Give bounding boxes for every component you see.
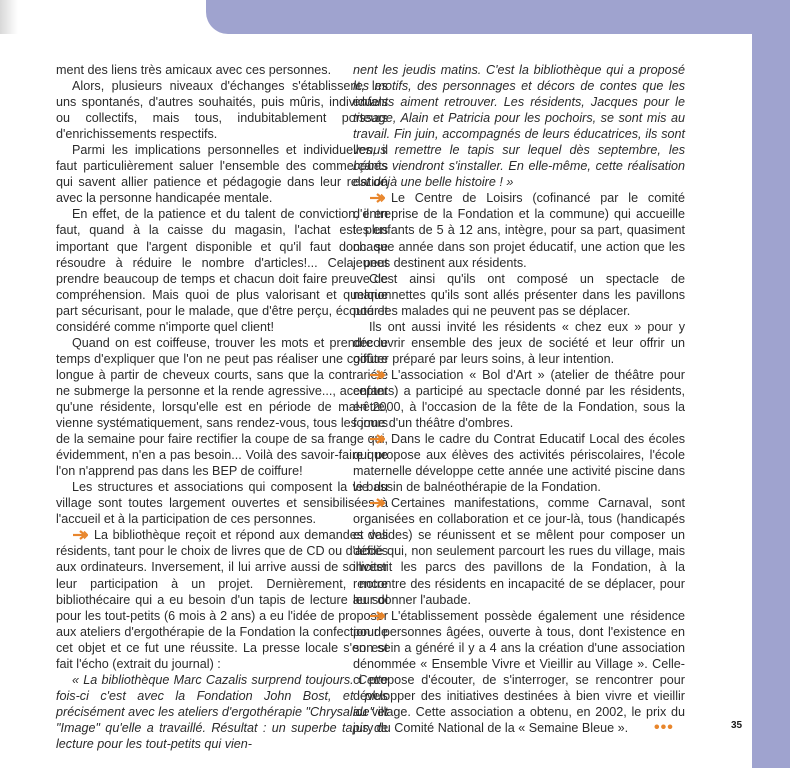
decorative-band-right [752,0,790,768]
paragraph-text: Le Centre de Loisirs (cofinancé par le comité d'entreprise de la Fondation et la commune) qui accueille les enfants de 5 à 12 ans, intègre, pour sa part, quasiment chaque année dans son projet éducatif, une action que les jeunes destinent aux résidents. [353,191,685,270]
paragraph [353,367,685,431]
paragraph [353,271,685,319]
paragraph [56,527,388,671]
arrow-icon [369,367,385,383]
paragraph [353,431,685,495]
arrow-icon [369,431,385,447]
paragraph-text: Ils ont aussi invité les résidents « chez eux » pour y découvrir ensemble des jeux de société et leur offrir un goûter préparé par leurs soins, à leur intention. [353,319,685,366]
paragraph [56,142,388,206]
paragraph-text: Dans le cadre du Contrat Educatif Local des écoles qui propose aux élèves des activités périscolaires, l'école maternelle développe cette année une activité piscine dans le bassin de balnéothérapie de la Fondation. [353,432,685,495]
paragraph-text: Quand on est coiffeuse, trouver les mots et prendre le temps d'expliquer que l'on ne peut pas réaliser une coiffure longue à partir de cheveux courts, sans que la contrariété ne submerge la personne et la rende agressive..., accepter qu'une résidente, lorsqu'elle est en période de mal-être, vienne systématiquement, sans rendez-vous, tous les jours de la semaine pour faire rectifier la coupe de sa frange qui, évidemment, n'en a pas besoin... Voilà des savoir-faire que l'on n'apprend pas dans les BEP de coiffure! [56,335,388,479]
paragraph [353,495,685,607]
paragraph-text: ment des liens très amicaux avec ces personnes. [56,63,332,77]
paragraph [353,608,685,736]
arrow-icon [369,495,385,511]
paragraph-text: En effet, de la patience et du talent de conviction, il en faut, quand à la caisse du magasin, l'achat est plus important que l'argent disponible et qu'il faut donc se résoudre à réduire le nombre d'articles!... Cela peut prendre beaucoup de temps et chacun doit faire preuve de compréhension. Mais quoi de plus valorisant et quelque part sécurisant, pour le malade, que d'être perçu, écouté et considéré comme n'importe quel client! [56,207,388,334]
paragraph-text: La bibliothèque reçoit et répond aux demandes des résidents, tant pour le choix de livres que de CD ou d'accès aux ordinateurs. Inversement, il lui arrive aussi de solliciter leur participation à un projet. Dernièrement, notre bibliothécaire qui a eu besoin d'un tapis de lecture au sol pour les tout-petits (6 mois à 2 ans) a eu l'idée de proposer aux ateliers d'ergothérapie de la Fondation la confection de cet objet et ce fut une réussite. La presse locale s'en est fait l'écho (extrait du journal) : [56,528,388,671]
paragraph [56,78,388,142]
paragraph [353,190,685,270]
arrow-icon [369,608,385,624]
paragraph [56,206,388,334]
paragraph [353,62,685,190]
left-column [56,62,388,752]
page-number: 35 [731,720,743,731]
arrow-icon [72,527,88,543]
paragraph [56,62,388,78]
right-column [353,62,685,736]
paragraph [56,479,388,527]
arrow-icon [369,190,385,206]
paragraph-text: Parmi les implications personnelles et individuelles, il faut particulièrement saluer l'ensemble des commerçants qui savent allier patience et pédagogie dans leur relation avec la personne handicapée mentale. [56,143,388,206]
paragraph-text: « La bibliothèque Marc Cazalis surprend toujours. Cette fois-ci c'est avec la Fondation John Bost, et plus précisément avec les ateliers d'ergothérapie "Chrysalide" et "Image" qu'elle a travaillé. Résultat : un superbe tapis de lecture pour les tout-petits qui vien- [56,672,388,751]
decorative-dots: ••• [654,719,674,736]
paragraph-text: L'association « Bol d'Art » (atelier de théâtre pour enfants) a participé au spectacle donné par les résidents, en 2000, à l'occasion de la fête de la Fondation, sous la forme d'un théâtre d'ombres. [353,367,685,431]
paragraph [56,335,388,479]
paragraph-text: Les structures et associations qui composent la vie du village sont toutes largement ouvertes et sensibilisées à l'accueil et à la participation de ces personnes. [56,480,388,527]
paragraph-text: Alors, plusieurs niveaux d'échanges s'établissent, les uns spontanés, d'autres souhaités, puis mûris, individuels ou collectifs, mais tous, indubitablement porteurs d'enrichissements respectifs. [56,79,388,142]
decorative-band-top [206,0,790,34]
paragraph-text: L'établissement possède également une résidence pour personnes âgées, ouverte à tous, dont l'existence en son sein a généré il y a 4 ans la création d'une association dénommée « Ensemble Vivre et Vieillir au Village ». Celle-ci propose d'écouter, de s'interroger, se rencontrer pour développer des initiatives destinées à bien vivre et vieillir au village. Cette association a obtenu, en 2002, le prix du jury du Comité National de la « Semaine Bleue ». [353,608,685,735]
paragraph [353,319,685,367]
paragraph [56,672,388,752]
paragraph-text: Certaines manifestations, comme Carnaval, sont organisées en collaboration et ce jour-là, tous (handicapés et valides) se réunissent et se mêlent pour composer un défilé qui, non seulement parcourt les rues du village, mais investit les parcs des pavillons de la Fondation, à la rencontre des résidents en incapacité de se déplacer, pour leur donner l'aubade. [353,496,685,607]
paragraph-text: C'est ainsi qu'ils ont composé un spectacle de marionnettes qu'ils sont allés présenter dans les pavillons pour les malades qui ne peuvent pas se déplacer. [353,271,685,318]
paragraph-text: nent les jeudis matins. C'est la bibliothèque qui a proposé les motifs, des personnages et décors de contes que les enfants aiment retrouver. Les résidents, Jacques pour le tissage, Alain et Patricia pour les pochoirs, se sont mis au travail. Fin juin, accompagnés de leurs éducatrices, ils sont venus remettre le tapis sur lequel dès septembre, les bébés viendront s'installer. En elle-même, cette réalisation est déjà une belle histoire ! » [353,63,685,190]
